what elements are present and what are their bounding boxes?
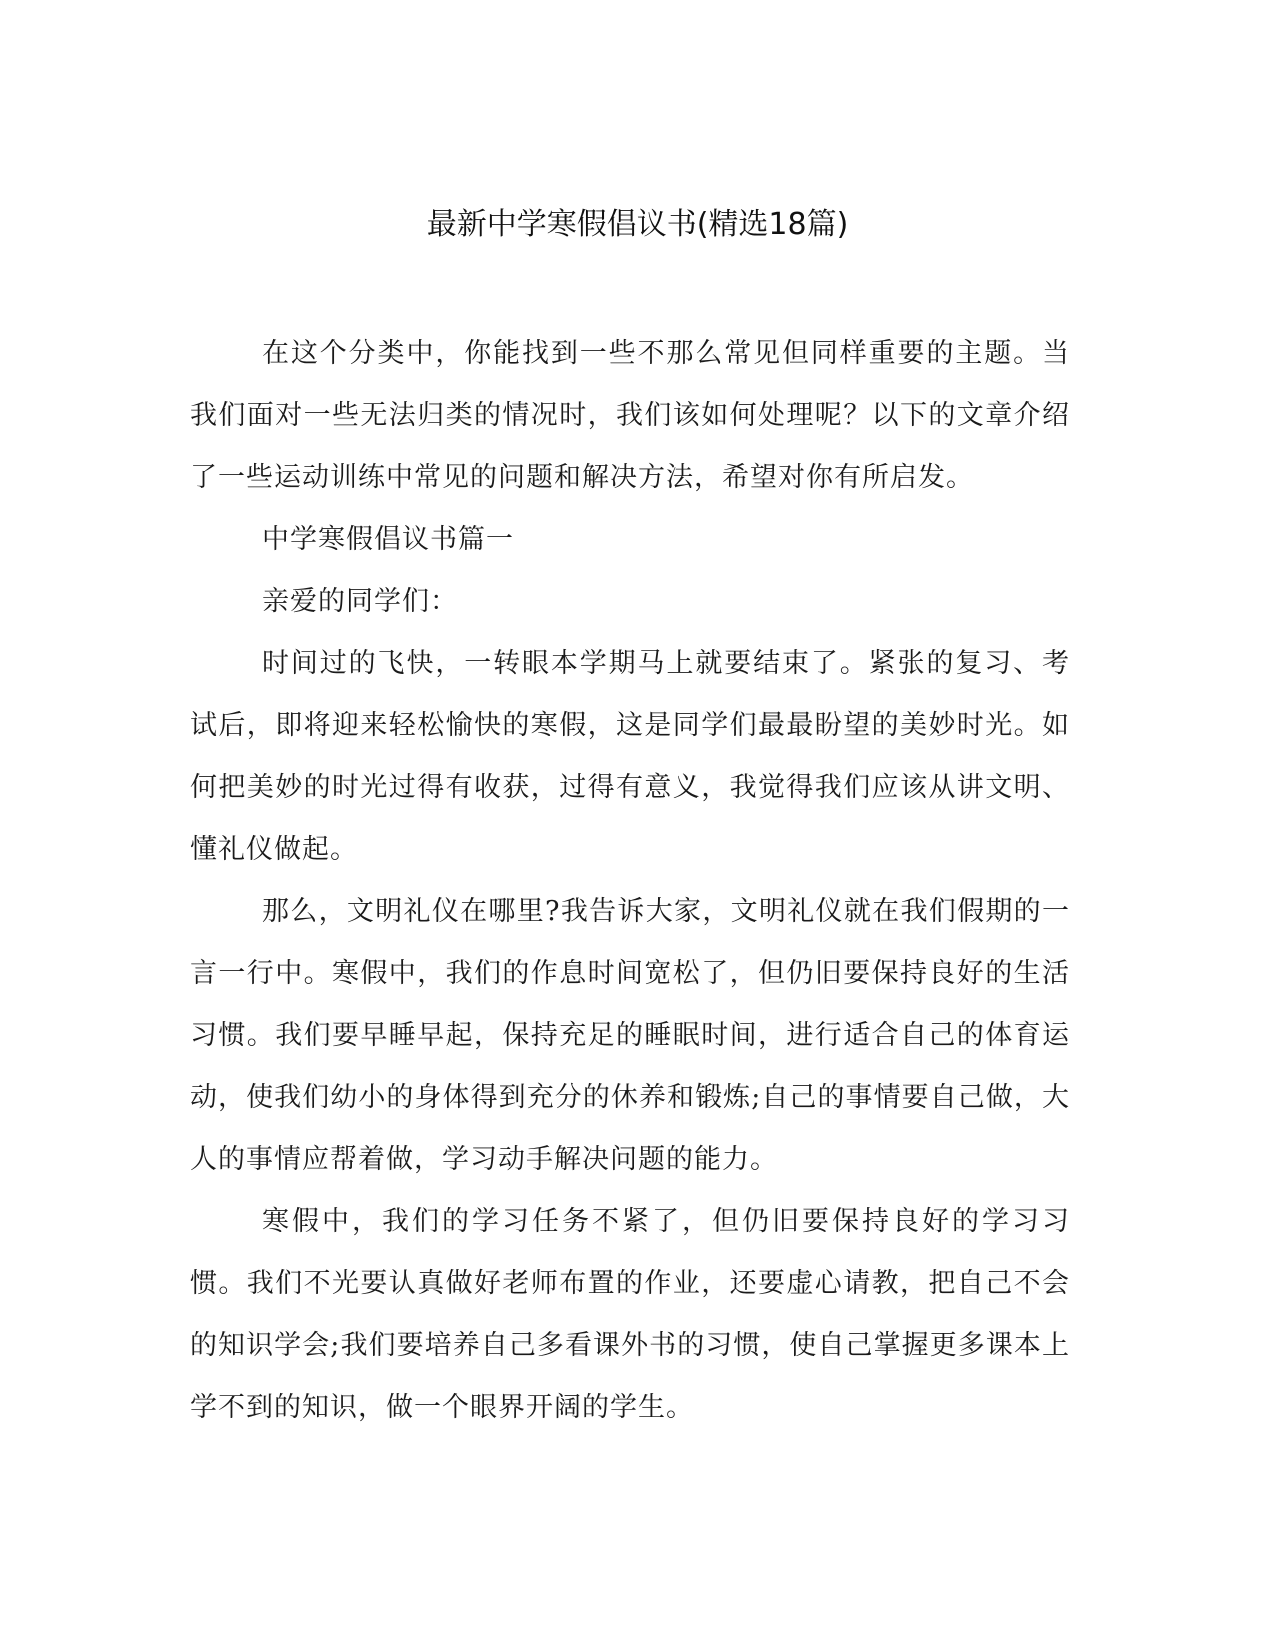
body-paragraph: 寒假中，我们的学习任务不紧了，但仍旧要保持良好的学习习惯。我们不光要认真做好老师布置的作业，还要虚心请教，把自己不会的知识学会;我们要培养自己多看课外书的习惯，使自己掌握更多课本上学不到的知识，做一个眼界开阔的学生。 (190, 1206, 1070, 1423)
body-paragraph: 那么，文明礼仪在哪里?我告诉大家，文明礼仪就在我们假期的一言一行中。寒假中，我们的作息时间宽松了，但仍旧要保持良好的生活习惯。我们要早睡早起，保持充足的睡眠时间，进行适合自己的体育运动，使我们幼小的身体得到充分的休养和锻炼;自己的事情要自己做，大人的事情应帮着做，学习动手解决问题的能力。 (190, 896, 1070, 1175)
body-paragraph: 时间过的飞快，一转眼本学期马上就要结束了。紧张的复习、考试后，即将迎来轻松愉快的寒假，这是同学们最最盼望的美妙时光。如何把美妙的时光过得有收获，过得有意义，我觉得我们应该从讲文明、懂礼仪做起。 (190, 648, 1070, 865)
section-heading: 中学寒假倡议书篇一 (262, 524, 514, 555)
salutation: 亲爱的同学们： (262, 586, 458, 617)
document-title: 最新中学寒假倡议书(精选18篇) (426, 207, 849, 242)
document-body (190, 323, 1070, 1439)
intro-paragraph: 在这个分类中，你能找到一些不那么常见但同样重要的主题。当我们面对一些无法归类的情况时，我们该如何处理呢？以下的文章介绍了一些运动训练中常见的问题和解决方法，希望对你有所启发。 (190, 338, 1070, 493)
